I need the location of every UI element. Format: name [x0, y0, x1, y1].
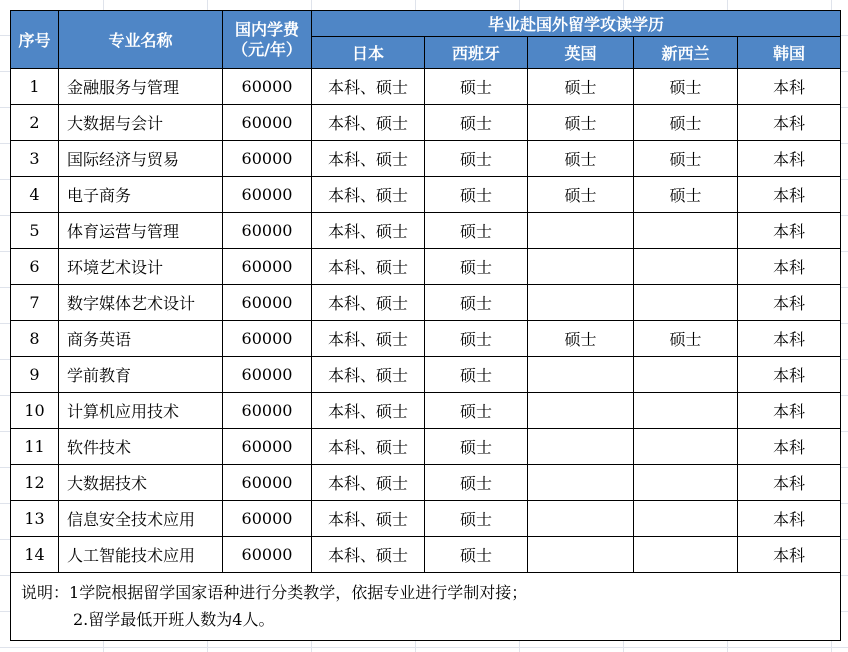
- cell-spain: 硕士: [425, 213, 528, 249]
- cell-spain: 硕士: [425, 393, 528, 429]
- cell-spain: 硕士: [425, 429, 528, 465]
- cell-spain: 硕士: [425, 249, 528, 285]
- cell-major: 计算机应用技术: [59, 393, 223, 429]
- cell-tuition: 60000: [223, 501, 312, 537]
- cell-korea: 本科: [738, 69, 841, 105]
- table-row: [11, 213, 841, 249]
- table-row: [11, 537, 841, 573]
- cell-spain: 硕士: [425, 465, 528, 501]
- cell-no: 10: [11, 393, 59, 429]
- cell-spain: 硕士: [425, 177, 528, 213]
- cell-nz: 硕士: [634, 177, 738, 213]
- note-line-2: 2.留学最低开班人数为4人。: [73, 609, 275, 629]
- cell-uk: [528, 393, 634, 429]
- cell-no: 3: [11, 141, 59, 177]
- cell-major: 学前教育: [59, 357, 223, 393]
- cell-major: 大数据技术: [59, 465, 223, 501]
- cell-no: 9: [11, 357, 59, 393]
- cell-tuition: 60000: [223, 429, 312, 465]
- cell-japan: 本科、硕士: [312, 213, 425, 249]
- cell-no: 7: [11, 285, 59, 321]
- cell-major: 金融服务与管理: [59, 69, 223, 105]
- cell-no: 2: [11, 105, 59, 141]
- cell-japan: 本科、硕士: [312, 393, 425, 429]
- cell-tuition: 60000: [223, 465, 312, 501]
- header-tuition: [223, 11, 312, 69]
- cell-nz: [634, 249, 738, 285]
- note-cell: [11, 573, 841, 641]
- cell-spain: 硕士: [425, 537, 528, 573]
- header-country-korea: 韩国: [738, 37, 841, 69]
- cell-no: 13: [11, 501, 59, 537]
- cell-uk: [528, 429, 634, 465]
- cell-major: 大数据与会计: [59, 105, 223, 141]
- cell-japan: 本科、硕士: [312, 321, 425, 357]
- cell-nz: 硕士: [634, 321, 738, 357]
- cell-tuition: 60000: [223, 141, 312, 177]
- cell-korea: 本科: [738, 285, 841, 321]
- cell-tuition: 60000: [223, 105, 312, 141]
- cell-major: 软件技术: [59, 429, 223, 465]
- cell-korea: 本科: [738, 537, 841, 573]
- table-row: [11, 69, 841, 105]
- header-tuition-line1: 国内学费: [234, 20, 299, 40]
- cell-spain: 硕士: [425, 141, 528, 177]
- cell-japan: 本科、硕士: [312, 537, 425, 573]
- cell-spain: 硕士: [425, 285, 528, 321]
- cell-uk: 硕士: [528, 105, 634, 141]
- table-row: [11, 357, 841, 393]
- cell-korea: 本科: [738, 177, 841, 213]
- cell-major: 信息安全技术应用: [59, 501, 223, 537]
- cell-japan: 本科、硕士: [312, 69, 425, 105]
- header-row-group: [11, 11, 841, 37]
- cell-tuition: 60000: [223, 249, 312, 285]
- cell-major: 人工智能技术应用: [59, 537, 223, 573]
- table-row: [11, 249, 841, 285]
- cell-uk: [528, 537, 634, 573]
- table-row: [11, 105, 841, 141]
- cell-major: 体育运营与管理: [59, 213, 223, 249]
- cell-nz: [634, 213, 738, 249]
- cell-korea: 本科: [738, 249, 841, 285]
- cell-nz: 硕士: [634, 105, 738, 141]
- cell-tuition: 60000: [223, 213, 312, 249]
- cell-major: 电子商务: [59, 177, 223, 213]
- cell-no: 11: [11, 429, 59, 465]
- cell-spain: 硕士: [425, 105, 528, 141]
- cell-no: 8: [11, 321, 59, 357]
- cell-tuition: 60000: [223, 393, 312, 429]
- cell-nz: [634, 501, 738, 537]
- study-abroad-tuition-table: [10, 10, 841, 641]
- cell-nz: [634, 285, 738, 321]
- cell-major: 商务英语: [59, 321, 223, 357]
- cell-tuition: 60000: [223, 285, 312, 321]
- cell-japan: 本科、硕士: [312, 429, 425, 465]
- cell-japan: 本科、硕士: [312, 357, 425, 393]
- cell-uk: [528, 465, 634, 501]
- cell-spain: 硕士: [425, 69, 528, 105]
- cell-korea: 本科: [738, 501, 841, 537]
- cell-uk: [528, 357, 634, 393]
- cell-tuition: 60000: [223, 177, 312, 213]
- cell-japan: 本科、硕士: [312, 285, 425, 321]
- cell-spain: 硕士: [425, 357, 528, 393]
- cell-uk: [528, 285, 634, 321]
- cell-tuition: 60000: [223, 357, 312, 393]
- cell-nz: [634, 357, 738, 393]
- cell-major: 国际经济与贸易: [59, 141, 223, 177]
- header-country-nz: 新西兰: [634, 37, 738, 69]
- table-row: [11, 393, 841, 429]
- cell-no: 14: [11, 537, 59, 573]
- cell-uk: 硕士: [528, 177, 634, 213]
- cell-korea: 本科: [738, 321, 841, 357]
- cell-no: 6: [11, 249, 59, 285]
- cell-japan: 本科、硕士: [312, 465, 425, 501]
- cell-major: 环境艺术设计: [59, 249, 223, 285]
- cell-nz: 硕士: [634, 69, 738, 105]
- cell-japan: 本科、硕士: [312, 501, 425, 537]
- note-row: [11, 573, 841, 641]
- cell-no: 1: [11, 69, 59, 105]
- cell-korea: 本科: [738, 357, 841, 393]
- cell-tuition: 60000: [223, 321, 312, 357]
- cell-no: 12: [11, 465, 59, 501]
- cell-uk: 硕士: [528, 69, 634, 105]
- cell-uk: [528, 213, 634, 249]
- header-abroad-group: 毕业赴国外留学攻读学历: [312, 11, 841, 37]
- header-major: 专业名称: [59, 11, 223, 69]
- header-no: 序号: [11, 11, 59, 69]
- header-country-japan: 日本: [312, 37, 425, 69]
- cell-no: 4: [11, 177, 59, 213]
- cell-tuition: 60000: [223, 537, 312, 573]
- cell-uk: [528, 249, 634, 285]
- cell-nz: [634, 465, 738, 501]
- header-tuition-line2: （元/年）: [232, 39, 302, 59]
- cell-japan: 本科、硕士: [312, 249, 425, 285]
- cell-korea: 本科: [738, 393, 841, 429]
- cell-korea: 本科: [738, 213, 841, 249]
- cell-nz: [634, 393, 738, 429]
- note-text-1: 1学院根据留学国家语种进行分类教学，依据专业进行学制对接；: [69, 583, 528, 603]
- header-country-uk: 英国: [528, 37, 634, 69]
- cell-japan: 本科、硕士: [312, 105, 425, 141]
- table-row: [11, 177, 841, 213]
- table-row: [11, 141, 841, 177]
- table-row: [11, 501, 841, 537]
- note-line-1: [21, 580, 830, 606]
- cell-no: 5: [11, 213, 59, 249]
- cell-spain: 硕士: [425, 321, 528, 357]
- table-row: [11, 465, 841, 501]
- table-row: [11, 285, 841, 321]
- note-label: 说明：: [21, 583, 70, 603]
- cell-uk: 硕士: [528, 321, 634, 357]
- cell-japan: 本科、硕士: [312, 177, 425, 213]
- cell-nz: [634, 429, 738, 465]
- header-country-spain: 西班牙: [425, 37, 528, 69]
- cell-uk: 硕士: [528, 141, 634, 177]
- cell-tuition: 60000: [223, 69, 312, 105]
- cell-korea: 本科: [738, 465, 841, 501]
- cell-nz: [634, 537, 738, 573]
- table-row: [11, 429, 841, 465]
- cell-korea: 本科: [738, 429, 841, 465]
- cell-major: 数字媒体艺术设计: [59, 285, 223, 321]
- cell-uk: [528, 501, 634, 537]
- table-row: [11, 321, 841, 357]
- cell-korea: 本科: [738, 141, 841, 177]
- cell-nz: 硕士: [634, 141, 738, 177]
- cell-korea: 本科: [738, 105, 841, 141]
- cell-spain: 硕士: [425, 501, 528, 537]
- cell-japan: 本科、硕士: [312, 141, 425, 177]
